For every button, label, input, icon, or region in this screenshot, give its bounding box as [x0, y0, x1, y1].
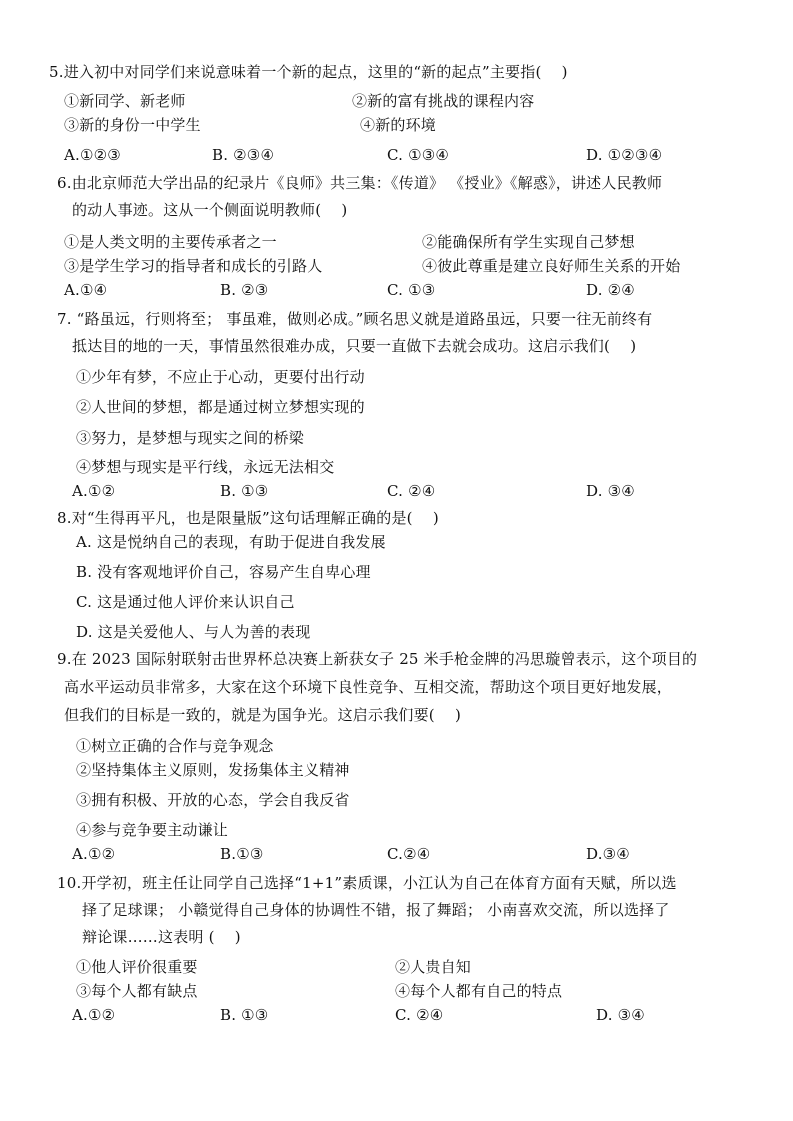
q6-item-4: ④彼此尊重是建立良好师生关系的开始 [422, 257, 681, 275]
q9-choice-c: C.②④ [387, 845, 431, 863]
q9-choice-a: A.①② [72, 845, 116, 863]
q6-choice-b: B. ②③ [220, 281, 269, 299]
q9-item-4: ④参与竞争要主动谦让 [76, 821, 229, 839]
q7-choice-a: A.①② [72, 482, 116, 500]
q9-stem-line-2: 高水平运动员非常多，大家在这个环境下良性竞争、互相交流，帮助这个项目更好地发展， [64, 678, 673, 696]
q5-item-2: ②新的富有挑战的课程内容 [352, 92, 535, 110]
q10-choice-d: D. ③④ [596, 1006, 645, 1024]
q9-item-3: ③拥有积极、开放的心态，学会自我反省 [76, 791, 350, 809]
q7-choice-c: C. ②④ [387, 482, 436, 500]
q7-item-1: ①少年有梦，不应止于心动，更要付出行动 [76, 368, 365, 386]
q9-choice-d: D.③④ [586, 845, 630, 863]
q7-choice-d: D. ③④ [586, 482, 635, 500]
q5-choice-b: B. ②③④ [212, 146, 275, 164]
q6-item-2: ②能确保所有学生实现自己梦想 [422, 233, 635, 251]
q5-choice-c: C. ①③④ [387, 146, 450, 164]
q9-choice-b: B.①③ [220, 845, 264, 863]
q6-item-3: ③是学生学习的指导者和成长的引路人 [64, 257, 323, 275]
q6-item-1: ①是人类文明的主要传承者之一 [64, 233, 277, 251]
q6-choice-a: A.①④ [64, 281, 108, 299]
q10-choice-c: C. ②④ [395, 1006, 444, 1024]
q9-stem-line-1: 9.在 2023 国际射联射击世界杯总决赛上新获女子 25 米手枪金牌的冯思璇曾表示，这个项目的 [57, 650, 698, 668]
q6-choice-c: C. ①③ [387, 281, 436, 299]
q9-item-2: ②坚持集体主义原则，发扬集体主义精神 [76, 761, 350, 779]
q6-choice-d: D. ②④ [586, 281, 635, 299]
q5-item-4: ④新的环境 [360, 116, 437, 134]
q9-item-1: ①树立正确的合作与竞争观念 [76, 737, 274, 755]
q5-stem: 5.进入初中对同学们来说意味着一个新的起点，这里的“新的起点”主要指( ) [49, 63, 568, 81]
q7-item-2: ②人世间的梦想，都是通过树立梦想实现的 [76, 398, 365, 416]
q7-stem-line-1: 7. “路虽远，行则将至； 事虽难，做则必成。”顾名思义就是道路虽远，只要一往无前终有 [57, 310, 653, 328]
q7-item-4: ④梦想与现实是平行线，永远无法相交 [76, 458, 335, 476]
q7-choice-b: B. ①③ [220, 482, 269, 500]
q10-stem-line-3: 辩论课……这表明 ( ) [82, 928, 241, 946]
q6-stem-line-2: 的动人事迹。这从一个侧面说明教师( ) [72, 201, 348, 219]
q10-choice-a: A.①② [72, 1006, 116, 1024]
q6-stem-line-1: 6.由北京师范大学出品的纪录片《良师》共三集：《传道》 《授业》《解惑》，讲述人民教师 [57, 174, 663, 192]
q7-item-3: ③努力，是梦想与现实之间的桥梁 [76, 429, 305, 447]
q10-stem-line-2: 择了足球课； 小赣觉得自己身体的协调性不错，报了舞蹈； 小南喜欢交流，所以选择了 [82, 901, 670, 919]
q8-option-c: C. 这是通过他人评价来认识自己 [76, 593, 295, 611]
q7-stem-line-2: 抵达目的地的一天，事情虽然很难办成，只要一直做下去就会成功。这启示我们( ) [72, 337, 637, 355]
q10-item-1: ①他人评价很重要 [76, 958, 198, 976]
q5-choice-a: A.①②③ [64, 146, 121, 164]
q10-item-2: ②人贵自知 [395, 958, 472, 976]
q5-item-3: ③新的身份一中学生 [64, 116, 201, 134]
q10-item-3: ③每个人都有缺点 [76, 982, 198, 1000]
q5-item-1: ①新同学、新老师 [64, 92, 186, 110]
q8-option-b: B. 没有客观地评价自己，容易产生自卑心理 [76, 563, 371, 581]
q9-stem-line-3: 但我们的目标是一致的，就是为国争光。这启示我们要( ) [64, 706, 462, 724]
q10-choice-b: B. ①③ [220, 1006, 269, 1024]
q8-stem: 8.对“生得再平凡，也是限量版”这句话理解正确的是( ) [57, 509, 439, 527]
q5-choice-d: D. ①②③④ [586, 146, 663, 164]
q10-stem-line-1: 10.开学初，班主任让同学自己选择“1+1”素质课，小江认为自己在体育方面有天赋，所以选 [57, 874, 677, 892]
q8-option-a: A. 这是悦纳自己的表现，有助于促进自我发展 [76, 533, 386, 551]
q8-option-d: D. 这是关爱他人、与人为善的表现 [76, 623, 311, 641]
q10-item-4: ④每个人都有自己的特点 [395, 982, 563, 1000]
